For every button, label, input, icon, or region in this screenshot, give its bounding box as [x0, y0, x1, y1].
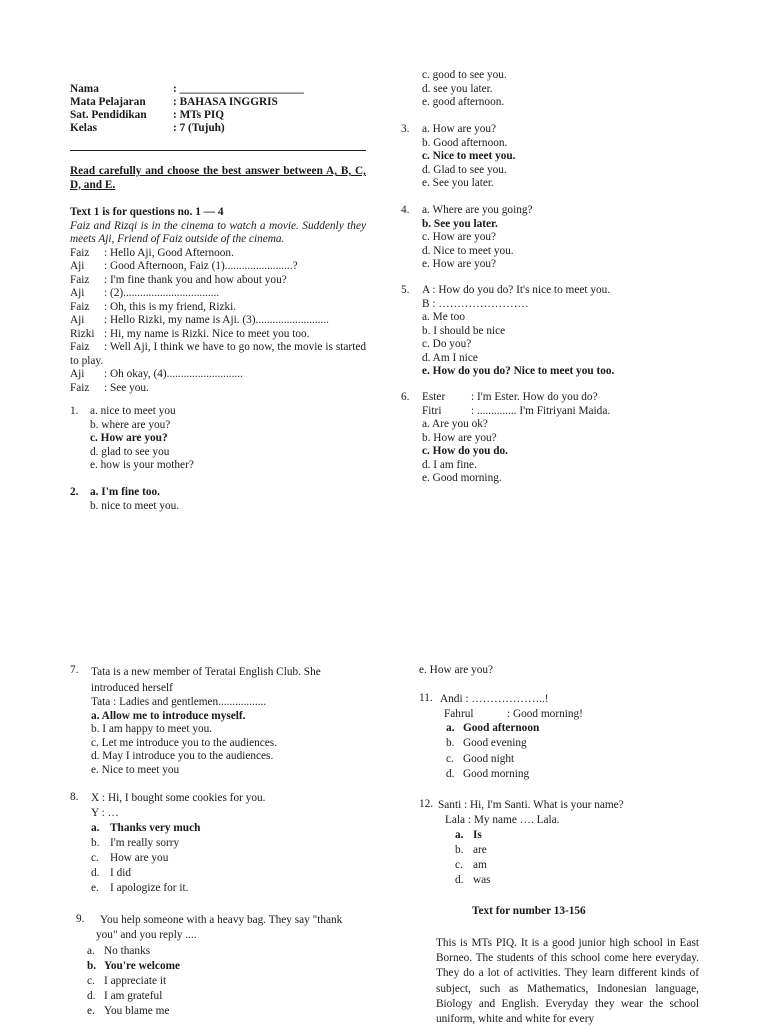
dialog-line: [70, 314, 366, 328]
question-8-block: [91, 791, 265, 896]
option-letter: d.: [446, 767, 455, 780]
option-text: You're welcome: [104, 960, 181, 972]
dialog-line: Andi : ………………..!: [440, 693, 549, 705]
option-letter: a.: [91, 822, 100, 834]
speaker: Fitri: [422, 404, 442, 417]
question-stem: Tata is a new member of Teratai English Club. She: [91, 666, 321, 678]
speech: : I'm fine thank you and how about you?: [104, 273, 287, 286]
option-letter: c.: [87, 975, 95, 987]
option: [91, 881, 265, 896]
dialog-line-long: [70, 341, 366, 368]
option-text: I'm really sorry: [110, 837, 180, 849]
dialog-line: Lala : My name …. Lala.: [445, 814, 560, 826]
speech: : Hello Rizki, my name is Aji. (3)..........................: [104, 314, 329, 326]
question-4-options: [422, 204, 533, 272]
option-answer: b. See you later.: [422, 217, 498, 230]
option: [446, 767, 539, 782]
speech: : Oh okay, (4)...........................: [104, 368, 243, 380]
option: b. How are you?: [422, 431, 497, 444]
dialog-line: [440, 707, 583, 722]
option: d. see you later.: [422, 82, 493, 95]
option: b. nice to meet you.: [90, 499, 180, 512]
option-text: You blame me: [104, 1005, 170, 1017]
option-text: I did: [110, 867, 132, 879]
question-number: 11.: [419, 692, 433, 704]
question-11-options: [446, 721, 539, 782]
option: e. How are you?: [422, 258, 497, 270]
option-letter: d.: [91, 867, 100, 879]
speech: : Good morning!: [507, 708, 583, 720]
option-answer: c. How do you do.: [422, 445, 508, 457]
option-text: Good morning: [463, 767, 530, 780]
question-number: 8.: [70, 791, 79, 803]
header-label: Nama: [70, 83, 99, 95]
option-answer: [87, 959, 180, 974]
option: [91, 851, 265, 866]
speech: : Good Afternoon, Faiz (1)........................?: [104, 260, 298, 272]
option-letter: a.: [87, 945, 95, 957]
speaker: Aji: [70, 314, 85, 326]
option: [87, 974, 180, 989]
dialog-line: [70, 368, 366, 382]
header-value: : BAHASA INGGRIS: [173, 96, 278, 108]
option: d. Nice to meet you.: [422, 244, 514, 257]
option: c. good to see you.: [422, 69, 507, 81]
question-12-options: [455, 828, 491, 888]
header-value: : MTs PIQ: [173, 109, 225, 121]
speech: : .............. I'm Fitriyani Maida.: [471, 404, 611, 417]
dialog-line: [70, 328, 366, 342]
option-text: Is: [473, 829, 482, 841]
question-stem: A : How do you do? It's nice to meet you.: [422, 284, 611, 296]
text1-heading: Text 1 is for questions no. 1 — 4: [70, 206, 224, 218]
option: [91, 866, 265, 881]
dialog-line: [70, 247, 366, 261]
option-text: I apologize for it.: [110, 882, 189, 894]
option-letter: c.: [446, 752, 454, 765]
dialog-line: [422, 405, 610, 419]
option: d. glad to see you: [90, 445, 170, 458]
option-text: Good evening: [463, 737, 527, 750]
option: a. How are you?: [422, 123, 497, 135]
speech: : Oh, this is my friend, Rizki.: [104, 300, 237, 313]
question-5-block: [422, 284, 614, 379]
question-6-block: [422, 391, 610, 486]
instruction: Read carefully and choose the best answer between A, B, C, D, and E.: [70, 165, 366, 191]
speech: : Hello Aji, Good Afternoon.: [104, 246, 234, 259]
dialog-line: [70, 301, 366, 315]
speaker: Faiz: [70, 341, 90, 353]
text1-block: [70, 206, 366, 395]
option-text: Thanks very much: [110, 822, 201, 834]
speaker: Faiz: [70, 273, 90, 286]
speaker: Faiz: [70, 300, 90, 313]
option: d. I am fine.: [422, 458, 477, 471]
reading-paragraph: This is MTs PIQ. It is a good junior high school in East Borneo. The students of this school come here everyday. They do a lot of activities. They learn different kinds of subject, such as Mathematics, Indonesian language, Biology and English. Everyday they wear the school uniform, white and white for every: [436, 937, 699, 1026]
speech: : See you.: [104, 381, 149, 394]
speaker: Faiz: [70, 246, 90, 259]
speech: : I'm Ester. How do you do?: [471, 391, 598, 403]
question-number: 7.: [70, 664, 79, 676]
option-answer: [446, 721, 539, 736]
question-1-options: [90, 405, 194, 473]
header-divider: [70, 150, 366, 151]
option: e. Nice to meet you: [91, 763, 180, 776]
option-letter: e.: [91, 882, 99, 894]
header-value: : 7 (Tujuh): [173, 122, 225, 134]
question-number: 2.: [70, 486, 79, 498]
option-text: are: [473, 844, 487, 856]
option: e. how is your mother?: [90, 459, 194, 471]
question-number: 6.: [401, 391, 410, 403]
speaker: Aji: [70, 287, 85, 299]
question-2-continued: [422, 69, 507, 110]
option-letter: e.: [87, 1005, 95, 1017]
speech: : (2)..................................: [104, 287, 220, 299]
question-11-block: [440, 692, 583, 722]
speech: : Hi, my name is Rizki. Nice to meet you too.: [104, 327, 310, 340]
option: [446, 736, 539, 751]
instruction-block: [70, 165, 366, 192]
option: a. Are you ok?: [422, 418, 488, 430]
option-text: Good afternoon: [463, 722, 540, 734]
option-text: I am grateful: [104, 990, 163, 1002]
option-text: How are you: [110, 852, 169, 864]
text-heading: Text for number 13-156: [472, 905, 586, 917]
option: [446, 752, 539, 767]
speaker: Ester: [422, 391, 446, 403]
question-10-option-e: e. How are you?: [419, 664, 494, 676]
option-answer: a. I'm fine too.: [90, 486, 160, 498]
option: c. How are you?: [422, 231, 497, 243]
speaker: Aji: [70, 260, 85, 272]
option: [87, 944, 180, 959]
option: [455, 873, 491, 888]
option-letter: d.: [87, 990, 96, 1002]
option: a. Me too: [422, 311, 465, 323]
option: c. Do you?: [422, 338, 472, 350]
option-letter: c.: [455, 859, 463, 871]
option-letter: b.: [446, 737, 455, 750]
header-nama: [70, 83, 304, 97]
question-stem: introduced herself: [91, 682, 173, 694]
option: a. Where are you going?: [422, 204, 533, 216]
option-letter: a.: [446, 722, 455, 734]
question-stem: You help someone with a heavy bag. They say "thank: [100, 914, 343, 926]
question-number: 1.: [70, 405, 79, 417]
question-number: 12.: [419, 798, 434, 810]
option: e. Good morning.: [422, 472, 502, 484]
text1-intro: Faiz and Rizqi is in the cinema to watch a movie. Suddenly they meets Aji, Friend of Faiz outside of the cinema.: [70, 219, 366, 245]
question-stem: Y : …: [91, 807, 119, 819]
speaker: Aji: [70, 368, 85, 380]
option-letter: b.: [455, 844, 464, 856]
option-text: I appreciate it: [104, 975, 167, 987]
header-mapel: [70, 96, 278, 110]
question-stem: B : ……………………: [422, 297, 529, 310]
option: e. See you later.: [422, 177, 494, 189]
option: d. May I introduce you to the audiences.: [91, 750, 274, 762]
option: [455, 858, 491, 873]
option-letter: c.: [91, 852, 99, 864]
option: d. Am I nice: [422, 351, 478, 364]
option: e. good afternoon.: [422, 96, 505, 108]
dialog-line: [70, 274, 366, 288]
option: [91, 836, 265, 851]
header-label: Sat. Pendidikan: [70, 109, 147, 121]
question-9-stem: [96, 913, 343, 943]
header-kelas: [70, 122, 225, 136]
question-number: 9.: [76, 913, 85, 925]
option-text: Good night: [463, 752, 515, 765]
option: [455, 843, 491, 858]
header-label: Kelas: [70, 122, 97, 134]
question-number: 4.: [401, 204, 410, 216]
question-7-block: [91, 664, 321, 777]
option: a. nice to meet you: [90, 405, 176, 417]
option-letter: d.: [455, 874, 464, 886]
speaker: Faiz: [70, 381, 90, 394]
option-text: was: [473, 874, 491, 886]
option-answer: a. Allow me to introduce myself.: [91, 709, 246, 722]
dialog-line: [70, 382, 366, 396]
option-letter: b.: [87, 960, 97, 972]
option: c. Let me introduce you to the audiences.: [91, 736, 278, 749]
option: b. I should be nice: [422, 324, 506, 337]
question-number: 3.: [401, 123, 410, 135]
option: [87, 989, 180, 1004]
question-9-options: [87, 944, 180, 1019]
question-12-block: [438, 798, 624, 828]
option-answer: c. How are you?: [90, 432, 168, 444]
header-sat: [70, 109, 224, 123]
option: b. I am happy to meet you.: [91, 723, 213, 735]
header-value: : ______________________: [173, 83, 304, 95]
option-answer: e. How do you do? Nice to meet you too.: [422, 365, 615, 377]
option-letter: a.: [455, 829, 464, 841]
option: d. Glad to see you.: [422, 163, 507, 176]
question-stem: Tata : Ladies and gentlemen.................: [91, 696, 267, 708]
option-letter: b.: [91, 837, 100, 849]
question-2-options: [90, 486, 179, 513]
dialog-line: Santi : Hi, I'm Santi. What is your name?: [438, 799, 624, 811]
dialog-line: [422, 391, 610, 405]
option-answer: [455, 828, 491, 843]
option: b. Good afternoon.: [422, 136, 508, 149]
option-answer: c. Nice to meet you.: [422, 150, 516, 162]
question-number: 5.: [401, 284, 410, 296]
question-stem: X : Hi, I bought some cookies for you.: [91, 792, 266, 804]
header-label: Mata Pelajaran: [70, 96, 146, 108]
option-text: No thanks: [104, 945, 151, 957]
dialog-line: [70, 287, 366, 301]
option: [87, 1004, 180, 1019]
speaker: Fahrul: [444, 708, 474, 720]
question-3-options: [422, 123, 515, 191]
question-stem: you" and you reply ....: [96, 929, 197, 941]
speech: : Well Aji, I think we have to go now, the movie is started to play.: [70, 341, 366, 367]
dialog-line: [70, 260, 366, 274]
speaker: Rizki: [70, 327, 95, 340]
option-text: am: [473, 859, 487, 871]
option: b. where are you?: [90, 418, 171, 431]
option-answer: [91, 821, 265, 836]
